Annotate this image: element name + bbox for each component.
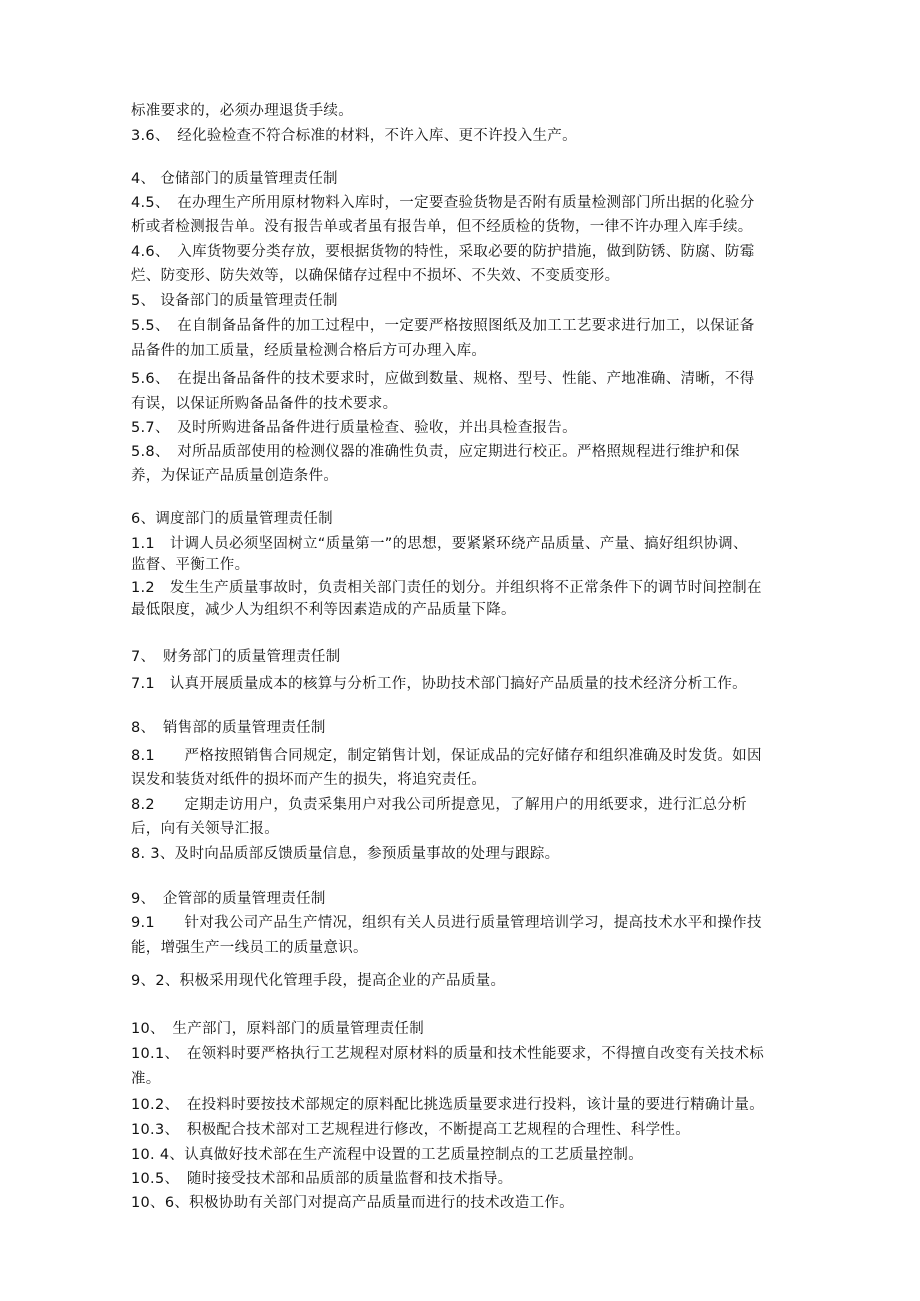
text-line: 10.5、 随时接受技术部和品质部的质量监督和技术指导。 [131, 1171, 513, 1187]
section-heading: 9、 企管部的质量管理责任制 [131, 891, 326, 907]
text-line: 5.8、 对所品质部使用的检测仪器的准确性负责，应定期进行校正。严格照规程进行维护和保 [131, 444, 740, 460]
text-line: 析或者检测报告单。没有报告单或者虽有报告单，但不经质检的货物，一律不许办理入库手续。 [131, 219, 753, 235]
section-heading: 6、调度部门的质量管理责任制 [131, 511, 333, 527]
section-heading: 4、 仓储部门的质量管理责任制 [131, 171, 338, 187]
section-heading: 5、 设备部门的质量管理责任制 [131, 293, 338, 309]
text-line: 准。 [131, 1071, 161, 1087]
text-line: 养，为保证产品质量创造条件。 [131, 468, 339, 484]
text-line: 9.1 针对我公司产品生产情况，组织有关人员进行质量管理培训学习，提高技术水平和操作技 [131, 915, 762, 931]
text-line: 品备件的加工质量，经质量检测合格后方可办理入库。 [131, 343, 487, 359]
text-line: 5.7、 及时所购进备品备件进行质量检查、验收，并出具检查报告。 [131, 420, 577, 436]
text-line: 5.6、 在提出备品备件的技术要求时，应做到数量、规格、型号、性能、产地准确、清晰，不得 [131, 371, 755, 387]
text-line: 误发和装货对纸件的损坏而产生的损失，将追究责任。 [131, 772, 487, 788]
text-line: 有误，以保证所购备品备件的技术要求。 [131, 396, 398, 412]
text-line: 3.6、 经化验检查不符合标准的材料，不许入库、更不许投入生产。 [131, 128, 577, 144]
section-heading: 7、 财务部门的质量管理责任制 [131, 649, 341, 665]
section-heading: 8、 销售部的质量管理责任制 [131, 720, 326, 736]
text-line: 1.1 计调人员必须坚固树立“质量第一”的思想，要紧紧环绕产品质量、产量、搞好组织协调、 [131, 536, 748, 552]
text-line: 5.5、 在自制备品备件的加工过程中，一定要严格按照图纸及加工工艺要求进行加工，以保证备 [131, 318, 755, 334]
text-line: 最低限度，减少人为组织不利等因素造成的产品质量下降。 [131, 602, 516, 618]
text-line: 8.1 严格按照销售合同规定，制定销售计划，保证成品的完好储存和组织准确及时发货。如因 [131, 748, 762, 764]
section-heading: 10、 生产部门，原料部门的质量管理责任制 [131, 1021, 424, 1037]
text-line: 10、6、积极协助有关部门对提高产品质量而进行的技术改造工作。 [131, 1195, 574, 1211]
text-line: 4.6、 入库货物要分类存放，要根据货物的特性，采取必要的防护措施，做到防锈、防腐、防霉 [131, 244, 755, 260]
text-line: 10.3、 积极配合技术部对工艺规程进行修改，不断提高工艺规程的合理性、科学性。 [131, 1122, 691, 1138]
text-line: 7.1 认真开展质量成本的核算与分析工作，协助技术部门搞好产品质量的技术经济分析工作。 [131, 676, 747, 692]
text-line: 1.2 发生生产质量事故时，负责相关部门责任的划分。并组织将不正常条件下的调节时间控制在 [131, 580, 762, 596]
text-line: 10. 4、认真做好技术部在生产流程中设置的工艺质量控制点的工艺质量控制。 [131, 1147, 643, 1163]
text-line: 8. 3、及时向品质部反馈质量信息，参预质量事故的处理与跟踪。 [131, 846, 560, 862]
text-line: 烂、防变形、防失效等，以确保储存过程中不损坏、不失效、不变质变形。 [131, 268, 620, 284]
text-line: 10.1、 在领料时要严格执行工艺规程对原材料的质量和技术性能要求，不得擅自改变有关技术标 [131, 1046, 765, 1062]
text-line: 10.2、 在投料时要按技术部规定的原料配比挑选质量要求进行投料，该计量的要进行精确计量。 [131, 1097, 765, 1113]
text-line: 9、2、积极采用现代化管理手段，提高企业的产品质量。 [131, 973, 506, 989]
text-line: 监督、平衡工作。 [131, 557, 250, 573]
text-line: 8.2 定期走访用户，负责采集用户对我公司所提意见，了解用户的用纸要求，进行汇总分析 [131, 797, 747, 813]
text-line: 标准要求的，必须办理退货手续。 [131, 103, 353, 119]
text-line: 能，增强生产一线员工的质量意识。 [131, 940, 368, 956]
text-line: 4.5、 在办理生产所用原材物料入库时，一定要查验货物是否附有质量检测部门所出据的化验分 [131, 195, 755, 211]
text-line: 后，向有关领导汇报。 [131, 821, 279, 837]
